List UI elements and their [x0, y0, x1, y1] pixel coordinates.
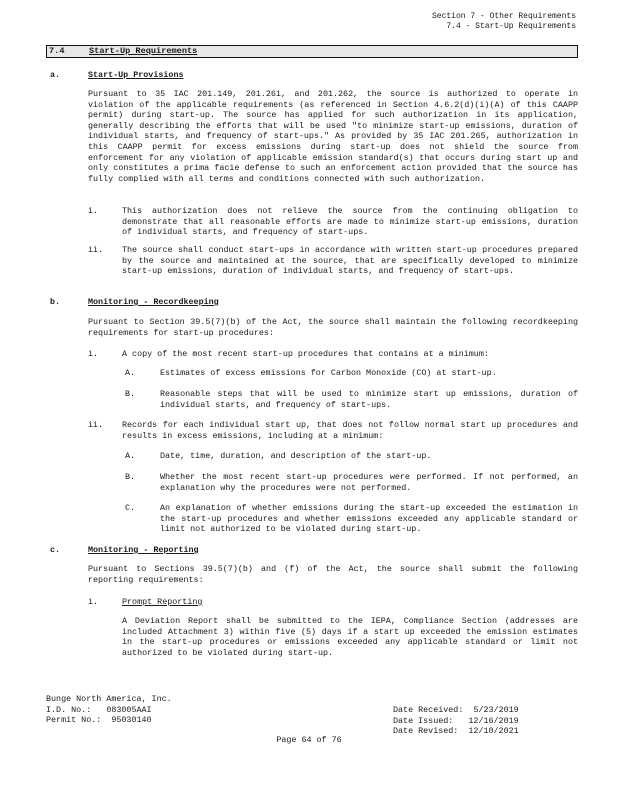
item-b-ii-a-text: Date, time, duration, and description of the start-up.: [160, 451, 432, 461]
footer-id-value: 083005AAI: [106, 704, 152, 715]
item-b-ii-a-number: A.: [125, 451, 136, 461]
item-c-paragraph: Pursuant to Sections 39.5(7)(b) and (f) of the Act, the source shall submit the following reporting requirements:: [88, 564, 578, 585]
item-b-i-text: A copy of the most recent start-up procedures that contains at a minimum:: [122, 349, 489, 359]
item-a-paragraph: Pursuant to 35 IAC 201.149, 201.261, and 201.262, the source is authorized to operate in violation of the applicable requirements (as referenced in Section 4.6.2(d)(i)(A) of this CAAPP permit) during start-up. The source has applied for such authorization in its application, generally describing the efforts that will be used "to minimize start-up emissions, duration of individual starts, and frequency of start-ups." As provided by 35 IAC 201.265, authorization in this CAAPP permit for excess emissions during start-up does not shield the source from enforcement for any violation of applicable emission standard(s) that occurs during start up and only constitutes a prima facie defense to such an enforcement action provided that the source has fully complied with all terms and conditions connected with such authorization.: [88, 89, 578, 184]
item-b-i-b-number: B.: [125, 389, 136, 399]
item-a-ii-text: The source shall conduct start-ups in accordance with written start-up procedures prepared by the source and maintained at the source, that are specifically developed to minimize start-up emissions, duration of individual starts, and frequency of start-ups.: [122, 245, 578, 277]
footer-issued-label: Date Issued:: [393, 715, 454, 726]
item-c-letter: c.: [50, 545, 61, 555]
item-b-ii-b-text: Whether the most recent start-up procedures were performed. If not performed, an explanation why the procedures were not performed.: [160, 472, 578, 493]
footer-issued-value: 12/16/2019: [468, 715, 519, 726]
page-number: Page 64 of 76: [276, 735, 342, 745]
footer-received-line: [393, 705, 519, 716]
footer-issued-line: [393, 716, 519, 727]
item-b-ii-text: Records for each individual start up, that does not follow normal start up procedures and results in excess emissions, including at a minimum:: [122, 420, 578, 441]
footer-permit-value: 95030140: [111, 715, 152, 726]
header-line-2: 7.4 - Start-Up Requirements: [446, 21, 576, 31]
footer-source-info: [46, 694, 172, 726]
item-a-i-text: This authorization does not relieve the source from the continuing obligation to demonstrate that all reasonable efforts are made to minimize start-up emissions, duration of individual starts, and frequency of start-ups.: [122, 206, 578, 238]
item-a-title: Start-Up Provisions: [88, 70, 184, 80]
section-heading-box: [46, 45, 578, 58]
footer-received-value: 5/23/2019: [473, 705, 519, 715]
section-title: Start-Up Requirements: [89, 46, 198, 56]
footer-id-line: [46, 705, 172, 716]
item-b-ii-c-text: An explanation of whether emissions during the start-up exceeded the estimation in the start-up procedures and whether emissions exceeded any applicable standard or limit not authorized to be violated during start-up.: [160, 503, 578, 535]
item-b-i-a-number: A.: [125, 368, 136, 378]
item-b-i-b-text: Reasonable steps that will be used to minimize start up emissions, duration of individual starts, and frequency of start-ups.: [160, 389, 578, 410]
item-c-i-title: Prompt Reporting: [122, 597, 203, 607]
footer-permit-line: [46, 715, 172, 726]
item-a-ii-number: ii.: [88, 245, 104, 255]
footer-permit-label: Permit No.:: [46, 715, 102, 726]
header-line-1: Section 7 - Other Requirements: [431, 12, 576, 21]
footer-company: Bunge North America, Inc.: [46, 694, 172, 704]
item-b-ii-b-number: B.: [125, 472, 136, 482]
item-b-ii-number: ii.: [88, 420, 104, 430]
item-b-letter: b.: [50, 297, 61, 307]
section-number: 7.4: [49, 46, 65, 56]
running-header: [432, 12, 576, 31]
footer-id-label: I.D. No.:: [46, 704, 92, 715]
footer-dates: [393, 705, 519, 737]
item-b-ii-c-number: C.: [125, 503, 136, 513]
item-c-i-text: A Deviation Report shall be submitted to the IEPA, Compliance Section (addresses are included Attachment 3) within five (5) days if a start up exceeded the emission estimates in the start-up procedures or emissions exceeded any applicable standard or limit not authorized to be violated during start-up.: [122, 616, 578, 658]
footer-revised-value: 12/10/2021: [468, 726, 519, 737]
item-b-i-number: i.: [88, 349, 99, 359]
item-b-i-a-text: Estimates of excess emissions for Carbon Monoxide (CO) at start-up.: [160, 368, 497, 378]
item-b-title: Monitoring - Recordkeeping: [88, 297, 219, 307]
item-c-i-number: i.: [88, 597, 99, 607]
footer-received-label: Date Received:: [393, 705, 464, 715]
footer-revised-label: Date Revised:: [393, 726, 459, 737]
item-a-i-number: i.: [88, 206, 99, 216]
item-a-letter: a.: [50, 70, 61, 80]
item-c-title: Monitoring - Reporting: [88, 545, 199, 555]
item-b-paragraph: Pursuant to Section 39.5(7)(b) of the Act, the source shall maintain the following recordkeeping requirements for start-up procedures:: [88, 317, 578, 338]
